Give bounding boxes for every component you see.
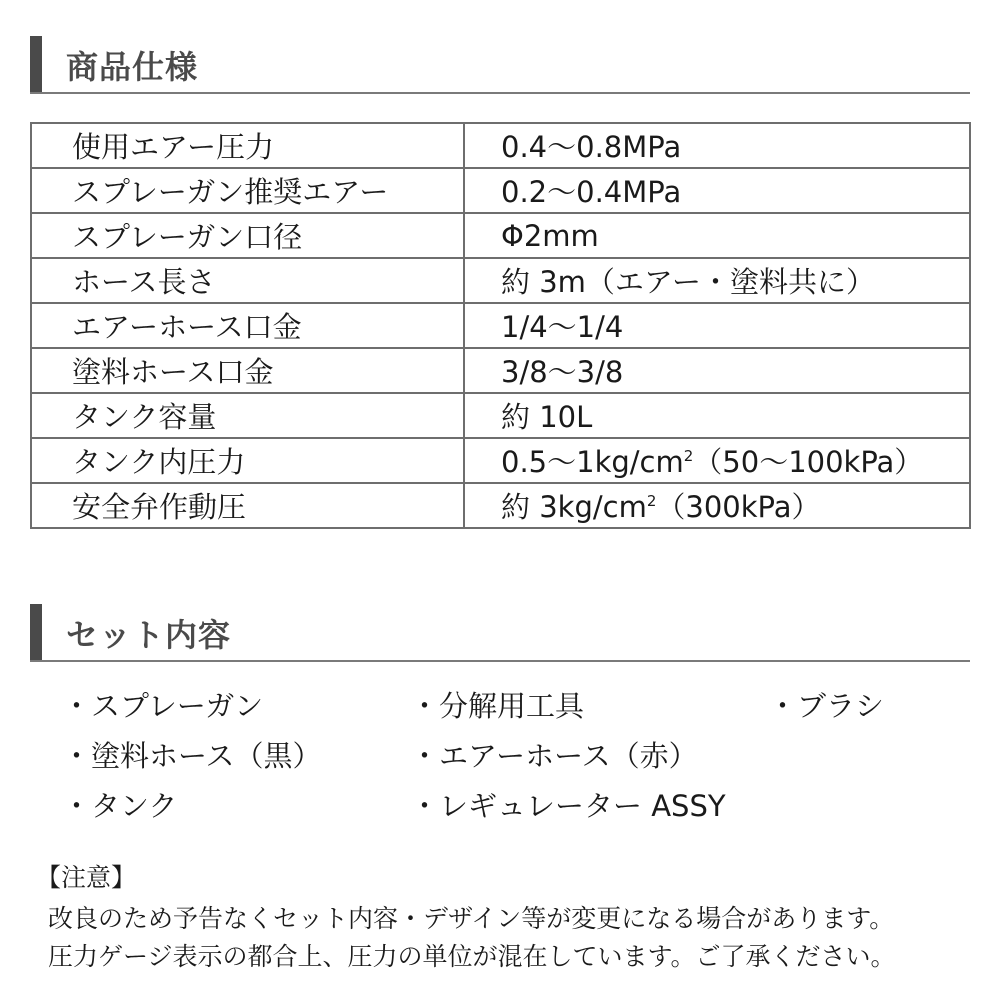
note-line: 改良のため予告なくセット内容・デザイン等が変更になる場合があります。 [48, 904, 895, 933]
spec-value: 0.4〜0.8MPa [464, 123, 970, 168]
list-item: ・分解用工具 [410, 689, 585, 723]
spec-value: 1/4〜1/4 [464, 303, 970, 348]
table-row [31, 348, 970, 393]
spec-value: 約 3m（エアー・塗料共に） [464, 258, 970, 303]
table-row [31, 483, 970, 528]
set-section-heading [30, 604, 970, 662]
spec-value: Φ2mm [464, 213, 970, 258]
table-row [31, 258, 970, 303]
spec-label: 塗料ホース口金 [31, 348, 464, 393]
spec-value: 約 $3kg/cm^2(300kPa)$ [464, 483, 970, 528]
list-item: ・ブラシ [768, 689, 885, 723]
spec-label: エアーホース口金 [31, 303, 464, 348]
spec-section-heading [30, 36, 970, 94]
heading-accent-bar [30, 36, 42, 92]
spec-value: 約 10L [464, 393, 970, 438]
spec-label: スプレーガン口径 [31, 213, 464, 258]
note-line: 圧力ゲージ表示の都合上、圧力の単位が混在しています。ご了承ください。 [48, 942, 896, 971]
spec-label: タンク容量 [31, 393, 464, 438]
list-item: ・エアーホース（赤） [410, 739, 698, 773]
list-item: ・塗料ホース（黒） [62, 739, 322, 773]
heading-accent-bar [30, 604, 42, 660]
spec-label: 安全弁作動圧 [31, 483, 464, 528]
set-contents-list [62, 680, 962, 830]
notes-block [36, 858, 976, 976]
table-row [31, 303, 970, 348]
spec-label: 使用エアー圧力 [31, 123, 464, 168]
set-section-title: セット内容 [66, 616, 232, 654]
table-row [31, 213, 970, 258]
spec-label: ホース長さ [31, 258, 464, 303]
table-row [31, 168, 970, 213]
list-item: ・タンク [62, 789, 178, 823]
table-row [31, 123, 970, 168]
table-row [31, 393, 970, 438]
list-item: ・スプレーガン [62, 689, 264, 723]
list-item: ・レギュレーター ASSY [410, 789, 726, 823]
spec-label: スプレーガン推奨エアー [31, 168, 464, 213]
spec-label: タンク内圧力 [31, 438, 464, 483]
notes-title: 【注意】 [36, 863, 137, 892]
spec-table [30, 122, 971, 529]
spec-value: 0.5〜$1kg/cm^2(50$〜100kPa） [464, 438, 970, 483]
table-row [31, 438, 970, 483]
spec-value: 0.2〜0.4MPa [464, 168, 970, 213]
spec-value: 3/8〜3/8 [464, 348, 970, 393]
spec-section-title: 商品仕様 [66, 48, 199, 86]
